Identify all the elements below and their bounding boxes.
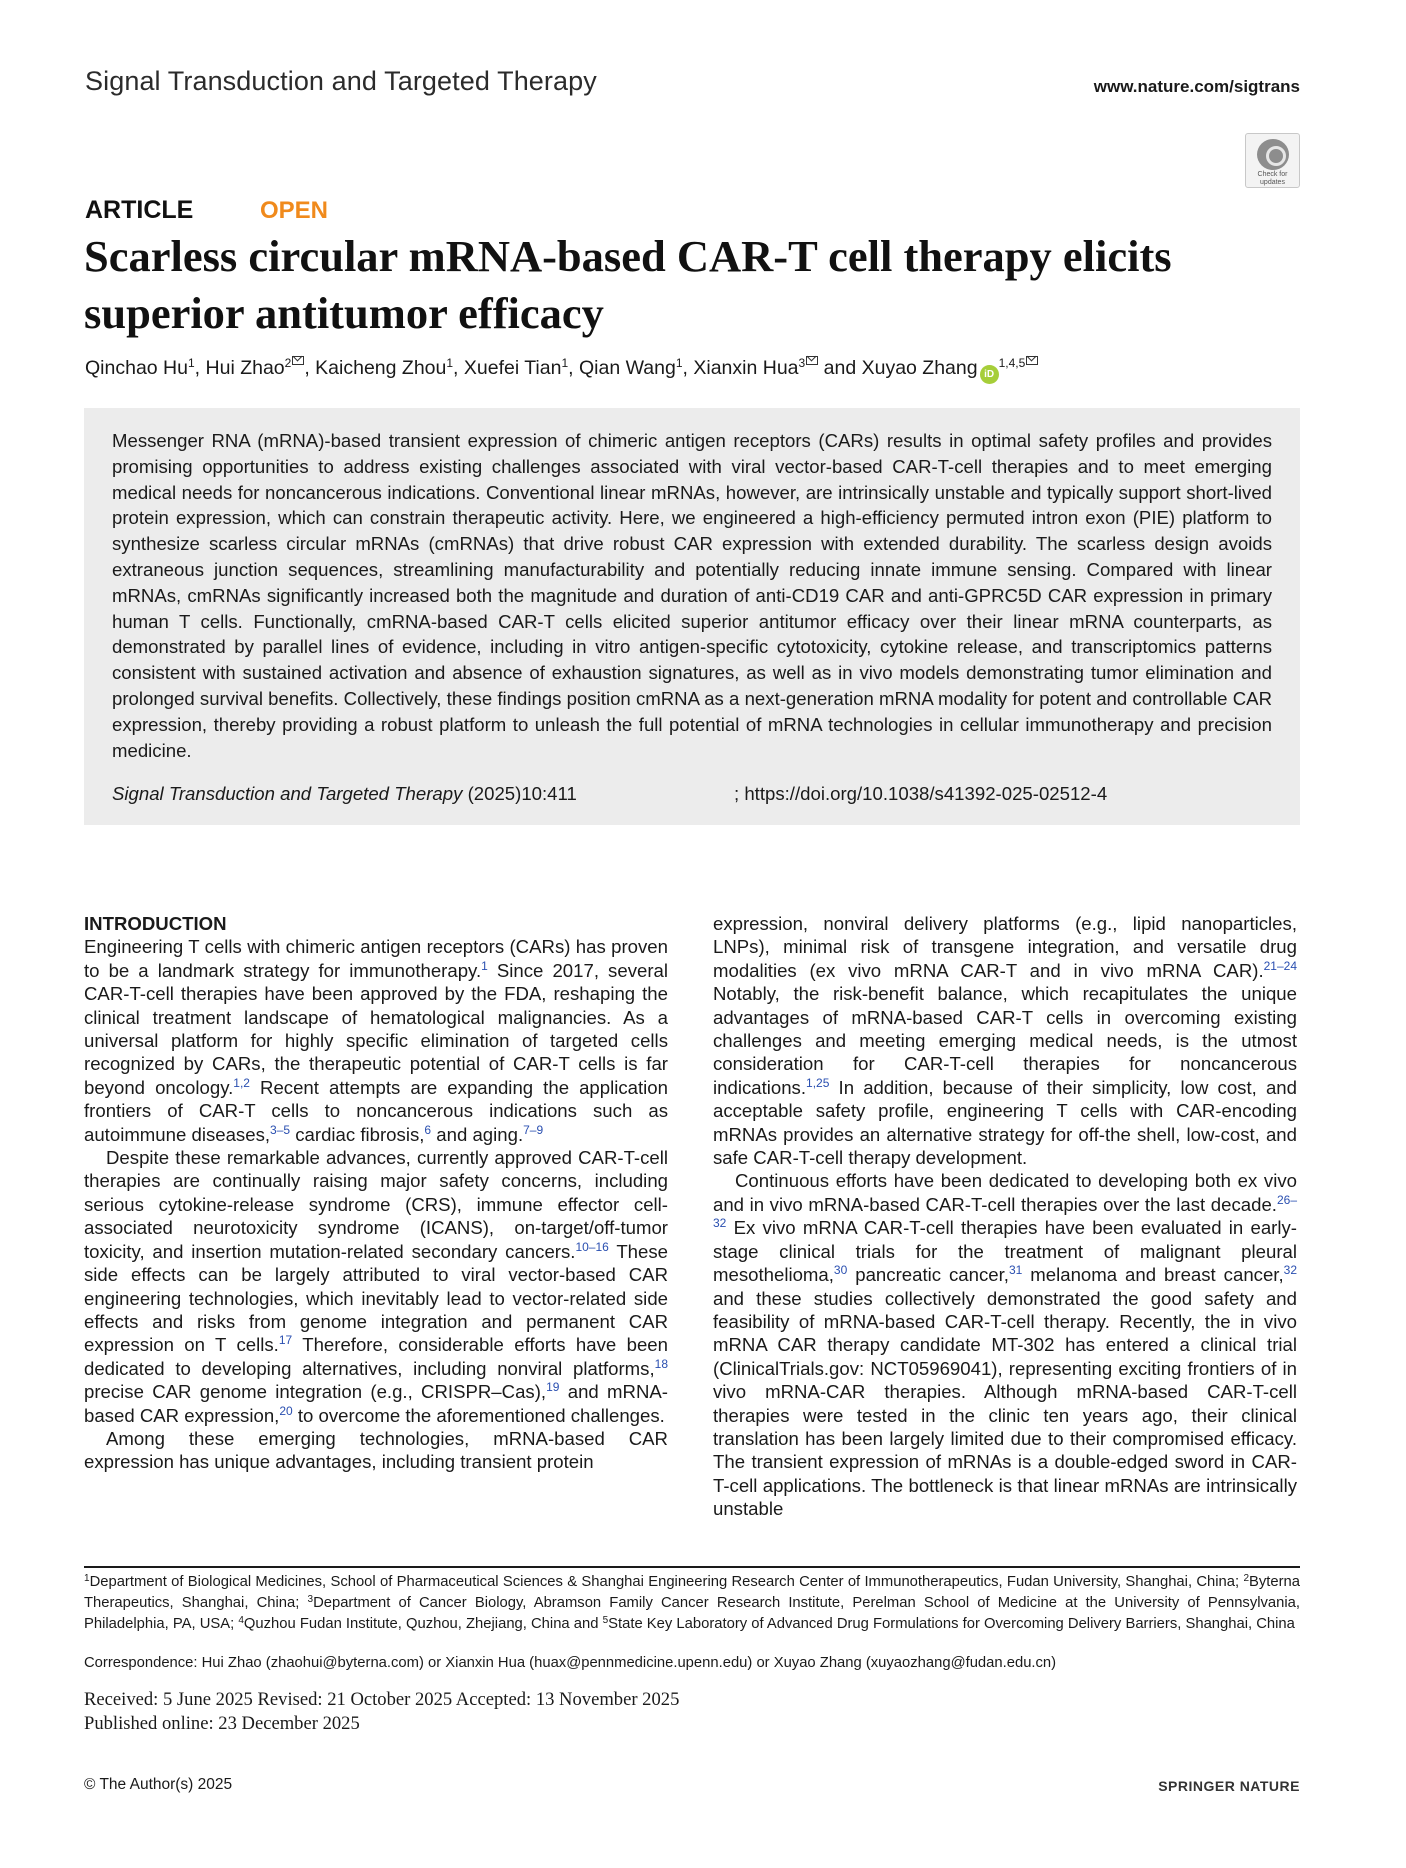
affiliations: $^1$Department of Biological Medicines, School of Pharmaceutical Sciences & Shanghai Engineering Research Center of Immunotherapeutics, Fudan University, Shanghai, China; $^2$Byterna Therapeutics, Shanghai, China; $^3$Department of Cancer Biology, Abramson Family Cancer Research Institute, Perelman School of Medicine at the University of Pennsylvania, Philadelphia, PA, USA; $^4$Quzhou Fudan Institute, Quzhou, Zhejiang, China and $^5$State Key Laboratory of Advanced Drug Formulations for Overcoming Delivery Barriers, Shanghai, China (84, 1573, 1300, 1632)
published-online: Published online: 23 December 2025 (84, 1713, 360, 1734)
author-joiner: and (823, 357, 857, 379)
author-name[interactable]: Qian Wang (579, 357, 676, 379)
abstract-text: Messenger RNA (mRNA)-based transient expression of chimeric antigen receptors (CARs) results in optimal safety profiles and provides promising opportunities to address existing challenges associated with viral vector-based CAR-T-cell therapies and to meet emerging medical needs for noncancerous indications. Conventional linear mRNAs, however, are intrinsically unstable and typically support short-lived protein expression, which can constrain therapeutic activity. Here, we engineered a high-efficiency permuted intron exon (PIE) platform to synthesize scarless circular mRNAs (cmRNAs) that drive robust CAR expression with extended durability. The scarless design avoids extraneous junction sequences, streamlining manufacturability and potentially reducing innate immune sensing. Compared with linear mRNAs, cmRNAs significantly increased both the magnitude and duration of anti-CD19 CAR and anti-GPRC5D CAR expression in primary human T cells. Functionally, cmRNA-based CAR-T cells elicited superior antitumor efficacy over their linear mRNA counterparts, as demonstrated by parallel lines of evidence, including in vitro antigen-specific cytotoxicity, cytokine release, and transcriptomics patterns consistent with sustained activation and absence of exhaustion signatures, as well as in vivo models demonstrating tumor elimination and prolonged survival benefits. Collectively, these findings position cmRNA as a next-generation mRNA modality for potent and controllable CAR expression, thereby providing a robust platform to unleash the full potential of mRNA technologies in cellular immunotherapy and precision medicine. (112, 430, 1272, 761)
author-affiliation: 3 (798, 356, 806, 370)
author-affiliation: 1 (446, 356, 454, 370)
journal-url-link[interactable]: www.nature.com/sigtrans (1093, 77, 1300, 96)
correspondence: Correspondence: Hui Zhao (zhaohui@byterna.com) or Xianxin Hua (huax@pennmedicine.upenn.edu) or Xuyao Zhang (xuyaozhang@fudan.edu.cn) (84, 1655, 1057, 1671)
doi-link[interactable]: ; https://doi.org/10.1038/s41392-025-02512-4 (734, 783, 1108, 804)
orcid-icon[interactable]: iD (980, 365, 999, 384)
check-updates-icon (1257, 139, 1289, 170)
author-name[interactable]: Xuefei Tian (463, 357, 562, 379)
check-updates-label: Check for updates (1257, 171, 1288, 186)
reference-link[interactable]: 1,25 (806, 1075, 830, 1090)
paragraph: Continuous efforts have been dedicated to developing both ex vivo and in vivo mRNA-based CAR-T-cell therapies over the last decade.$^{26-32}$ Ex vivo mRNA CAR-T-cell therapies have been evaluated in early-stage clinical trials for the treatment of malignant pleural mesothelioma,$^{30}$ pancreatic cancer,$^{31}$ melanoma and breast cancer,$^{32}$ and these studies collectively demonstrated the good safety and feasibility of mRNA-based CAR-T-cell therapy. Recently, the in vivo mRNA CAR therapy candidate MT-302 has entered a clinical trial (ClinicalTrials.gov: NCT05969041), representing exciting frontiers of in vivo mRNA-CAR therapies. Although mRNA-based CAR-T-cell therapies were tested in the clinic ten years ago, their clinical translation has been largely limited due to their compromised efficacy. The transient expression of mRNAs is a double-edged sword in CAR-T-cell applications. The bottleneck is that linear mRNAs are intrinsically unstable (713, 1170, 1297, 1520)
reference-link[interactable]: 6 (424, 1122, 432, 1137)
article-title: Scarless circular mRNA-based CAR-T cell therapy elicits superior antitumor efficacy (84, 231, 1172, 338)
journal-name: Signal Transduction and Targeted Therapy (85, 66, 597, 96)
citation-volume: (2025)10:411 (462, 783, 577, 804)
reference-link[interactable]: 18 (654, 1356, 668, 1371)
mail-icon[interactable] (292, 356, 304, 365)
reference-link[interactable]: 31 (1008, 1263, 1023, 1278)
body-column-right (713, 912, 1297, 1521)
publisher-logo: SPRINGER NATURE (1158, 1778, 1300, 1794)
author-name[interactable]: Xianxin Hua (693, 357, 799, 379)
author-affiliation: 1 (187, 356, 195, 370)
author-name[interactable]: Hui Zhao (205, 357, 285, 379)
publication-dates (84, 1688, 679, 1736)
author-name[interactable]: Kaicheng Zhou (315, 357, 447, 379)
footnote-divider (84, 1566, 1300, 1568)
reference-link[interactable]: 17 (278, 1333, 293, 1348)
received-revised-accepted: Received: 5 June 2025 Revised: 21 October 2025 Accepted: 13 November 2025 (84, 1689, 680, 1710)
article-type-label: ARTICLE (85, 196, 194, 224)
reference-link[interactable]: 3–5 (270, 1122, 291, 1137)
mail-icon[interactable] (1026, 356, 1038, 365)
reference-link[interactable]: 10–16 (575, 1239, 609, 1254)
author-affiliation: 1,4,5 (998, 356, 1026, 370)
author-name[interactable]: Xuyao Zhang (861, 357, 978, 379)
author-affiliation: 1 (675, 356, 683, 370)
mail-icon[interactable] (806, 356, 818, 365)
citation-line (112, 783, 577, 805)
reference-link[interactable]: 21–24 (1263, 958, 1297, 973)
author-affiliation: 2 (284, 356, 292, 370)
abstract-panel (84, 408, 1300, 825)
paragraph: Among these emerging technologies, mRNA-based CAR expression has unique advantages, including transient protein (84, 1427, 668, 1473)
author-name[interactable]: Qinchao Hu (85, 357, 188, 379)
paragraph: Engineering T cells with chimeric antigen receptors (CARs) has proven to be a landmark strategy for immunotherapy.$^1$ Since 2017, several CAR-T-cell therapies have been approved by the FDA, reshaping the clinical treatment landscape of hematological malignancies. As a universal platform for highly specific elimination of targeted cells recognized by CARs, the therapeutic potential of CAR-T cells is far beyond oncology.$^{1,2}$ Recent attempts are expanding the application frontiers of CAR-T cells to noncancerous indications such as autoimmune diseases,$^{3-5}$ cardiac fibrosis,$^6$ and aging.$^{7-9}$ (84, 936, 668, 1145)
author-list: Qinchao Hu$^1$, Hui Zhao$^2$ , Kaicheng Zhou$^1$, Xuefei Tian$^1$, Qian Wang$^1$, Xianxin Hua$^3$ and Xuyao Zhang iD$^{1,4,5}$ (85, 356, 1038, 384)
citation-journal: Signal Transduction and Targeted Therapy (112, 783, 463, 804)
section-heading: INTRODUCTION (84, 913, 227, 934)
copyright: © The Author(s) 2025 (84, 1776, 233, 1793)
paragraph: expression, nonviral delivery platforms (e.g., lipid nanoparticles, LNPs), minimal risk of transgene integration, and versatile drug modalities (ex vivo mRNA CAR-T and in vivo mRNA CAR).$^{21-24}$ Notably, the risk-benefit balance, which recapitulates the unique advantages of mRNA-based CAR-T cells in overcoming existing challenges and meeting emerging medical needs, is the utmost consideration for CAR-T-cell therapies for noncancerous indications.$^{1,25}$ In addition, because of their simplicity, low cost, and acceptable safety profile, engineering T cells with CAR-encoding mRNAs provides an alternative strategy for off-the shell, low-cost, and safe CAR-T-cell therapy development. (713, 913, 1297, 1169)
body-column-left (84, 912, 668, 1474)
reference-link[interactable]: 32 (1283, 1263, 1297, 1278)
open-access-label: OPEN (260, 197, 329, 224)
reference-link[interactable]: 1 (481, 958, 488, 973)
reference-link[interactable]: 26–32 (713, 1192, 1297, 1231)
author-affiliation: 1 (561, 356, 569, 370)
reference-link[interactable]: 19 (546, 1380, 560, 1395)
paragraph: Despite these remarkable advances, currently approved CAR-T-cell therapies are continually raising major safety concerns, including serious cytokine-release syndrome (CRS), immune effector cell-associated neurotoxicity syndrome (ICANS), on-target/off-tumor toxicity, and insertion mutation-related secondary cancers.$^{10-16}$ These side effects can be largely attributed to viral vector-based CAR engineering technologies, which inevitably lead to vector-related side effects and risks from genome integration and permanent CAR expression on T cells.$^{17}$ Therefore, considerable efforts have been dedicated to developing alternatives, including nonviral platforms,$^{18}$ precise CAR genome integration (e.g., CRISPR–Cas),$^{19}$ and mRNA-based CAR expression,$^{20}$ to overcome the aforementioned challenges. (84, 1147, 668, 1426)
reference-link[interactable]: 30 (833, 1263, 848, 1278)
reference-link[interactable]: 7–9 (523, 1122, 544, 1137)
reference-link[interactable]: 20 (279, 1403, 293, 1418)
check-for-updates-button[interactable] (1245, 133, 1300, 188)
reference-link[interactable]: 1,2 (233, 1075, 250, 1090)
